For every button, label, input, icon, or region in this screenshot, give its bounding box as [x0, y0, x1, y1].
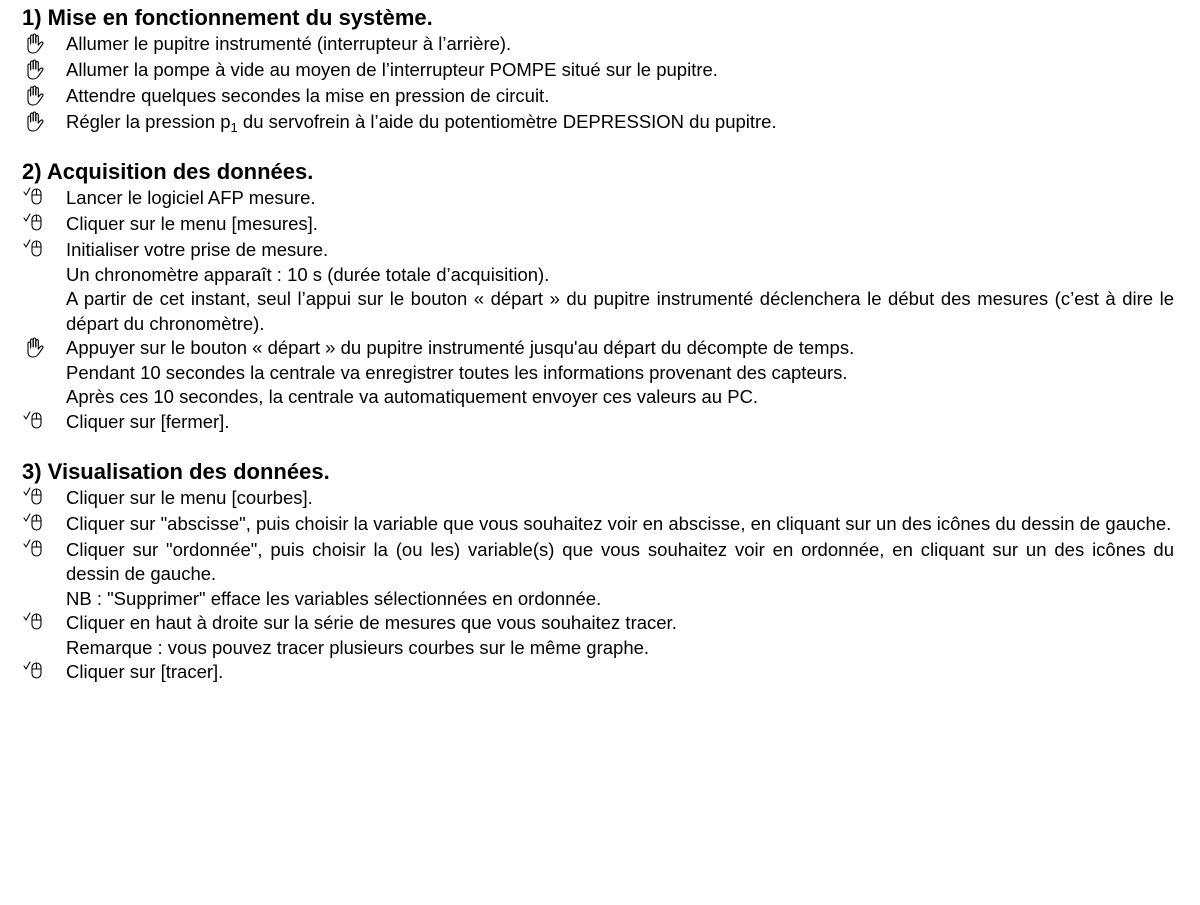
- step-item: [22, 110, 1174, 136]
- hand-icon: [22, 58, 66, 84]
- section-mise-en-fonctionnement: [22, 4, 1174, 136]
- step-item: [22, 58, 1174, 84]
- step-item: [22, 186, 1174, 212]
- step-text: [66, 110, 1174, 135]
- hand-icon: [22, 84, 66, 110]
- step-text-part: du servofrein à l’aide du potentiomètre DEPRESSION du pupitre.: [237, 111, 777, 132]
- section-acquisition: [22, 158, 1174, 436]
- step-item: [22, 486, 1174, 512]
- step-item: [22, 512, 1174, 538]
- step-text: [66, 611, 1174, 660]
- mouse-click-icon: [22, 410, 66, 436]
- step-item: [22, 336, 1174, 410]
- step-text-part: Régler la pression p: [66, 111, 231, 132]
- step-text: [66, 538, 1174, 612]
- step-text: Allumer le pupitre instrumenté (interrupteur à l’arrière).: [66, 33, 512, 54]
- step-text: Cliquer sur [fermer].: [66, 410, 230, 432]
- step-line: Cliquer en haut à droite sur la série de mesures que vous souhaitez tracer.: [66, 612, 677, 633]
- mouse-click-icon: [22, 212, 66, 238]
- hand-icon: [22, 336, 66, 362]
- step-text: Cliquer sur le menu [mesures].: [66, 213, 318, 234]
- mouse-click-icon: [22, 238, 66, 264]
- step-item: [22, 212, 1174, 238]
- step-text: [66, 336, 1174, 410]
- step-item: [22, 238, 1174, 336]
- step-line: A partir de cet instant, seul l’appui sur le bouton « départ » du pupitre instrumenté déclenchera le début des mesures (c’est à dire le départ du chronomètre).: [66, 288, 1174, 334]
- step-item: [22, 611, 1174, 660]
- section-title: 1) Mise en fonctionnement du système.: [22, 5, 433, 30]
- step-item: [22, 410, 1174, 436]
- hand-icon: [22, 32, 66, 58]
- step-line: NB : "Supprimer" efface les variables sélectionnées en ordonnée.: [66, 587, 602, 609]
- step-text: Cliquer sur [tracer].: [66, 661, 224, 682]
- step-item: [22, 84, 1174, 110]
- step-line: Appuyer sur le bouton « départ » du pupitre instrumenté jusqu'au départ du décompte de temps.: [66, 337, 855, 358]
- step-text: Lancer le logiciel AFP mesure.: [66, 187, 316, 208]
- section-title: 2) Acquisition des données.: [22, 159, 314, 184]
- step-text: Attendre quelques secondes la mise en pression de circuit.: [66, 85, 550, 106]
- step-text: Allumer la pompe à vide au moyen de l’interrupteur POMPE situé sur le pupitre.: [66, 59, 718, 80]
- mouse-click-icon: [22, 660, 66, 686]
- step-item: [22, 32, 1174, 58]
- mouse-click-icon: [22, 538, 66, 564]
- step-item: [22, 538, 1174, 612]
- step-line: Après ces 10 secondes, la centrale va automatiquement envoyer ces valeurs au PC.: [66, 386, 759, 407]
- mouse-click-icon: [22, 186, 66, 212]
- section-visualisation: [22, 458, 1174, 687]
- mouse-click-icon: [22, 486, 66, 512]
- step-text: Cliquer sur le menu [courbes].: [66, 486, 313, 508]
- mouse-click-icon: [22, 611, 66, 637]
- step-line: Remarque : vous pouvez tracer plusieurs courbes sur le même graphe.: [66, 636, 650, 658]
- hand-icon: [22, 110, 66, 136]
- mouse-click-icon: [22, 512, 66, 538]
- step-item: [22, 660, 1174, 686]
- section-title: 3) Visualisation des données.: [22, 458, 330, 484]
- step-text: [66, 238, 1174, 336]
- step-text: Cliquer sur "abscisse", puis choisir la variable que vous souhaitez voir en abscisse, en cliquant sur un des icônes du dessin de gauche.: [66, 512, 1172, 534]
- step-line: Pendant 10 secondes la centrale va enregistrer toutes les informations provenant des capteurs.: [66, 361, 848, 383]
- step-line: Cliquer sur "ordonnée", puis choisir la (ou les) variable(s) que vous souhaitez voir en ordonnée, en cliquant sur un des icônes du dessin de gauche.: [66, 538, 1174, 584]
- step-line: Un chronomètre apparaît : 10 s (durée totale d’acquisition).: [66, 263, 550, 285]
- subscript: 1: [230, 120, 238, 135]
- step-line: Initialiser votre prise de mesure.: [66, 239, 329, 260]
